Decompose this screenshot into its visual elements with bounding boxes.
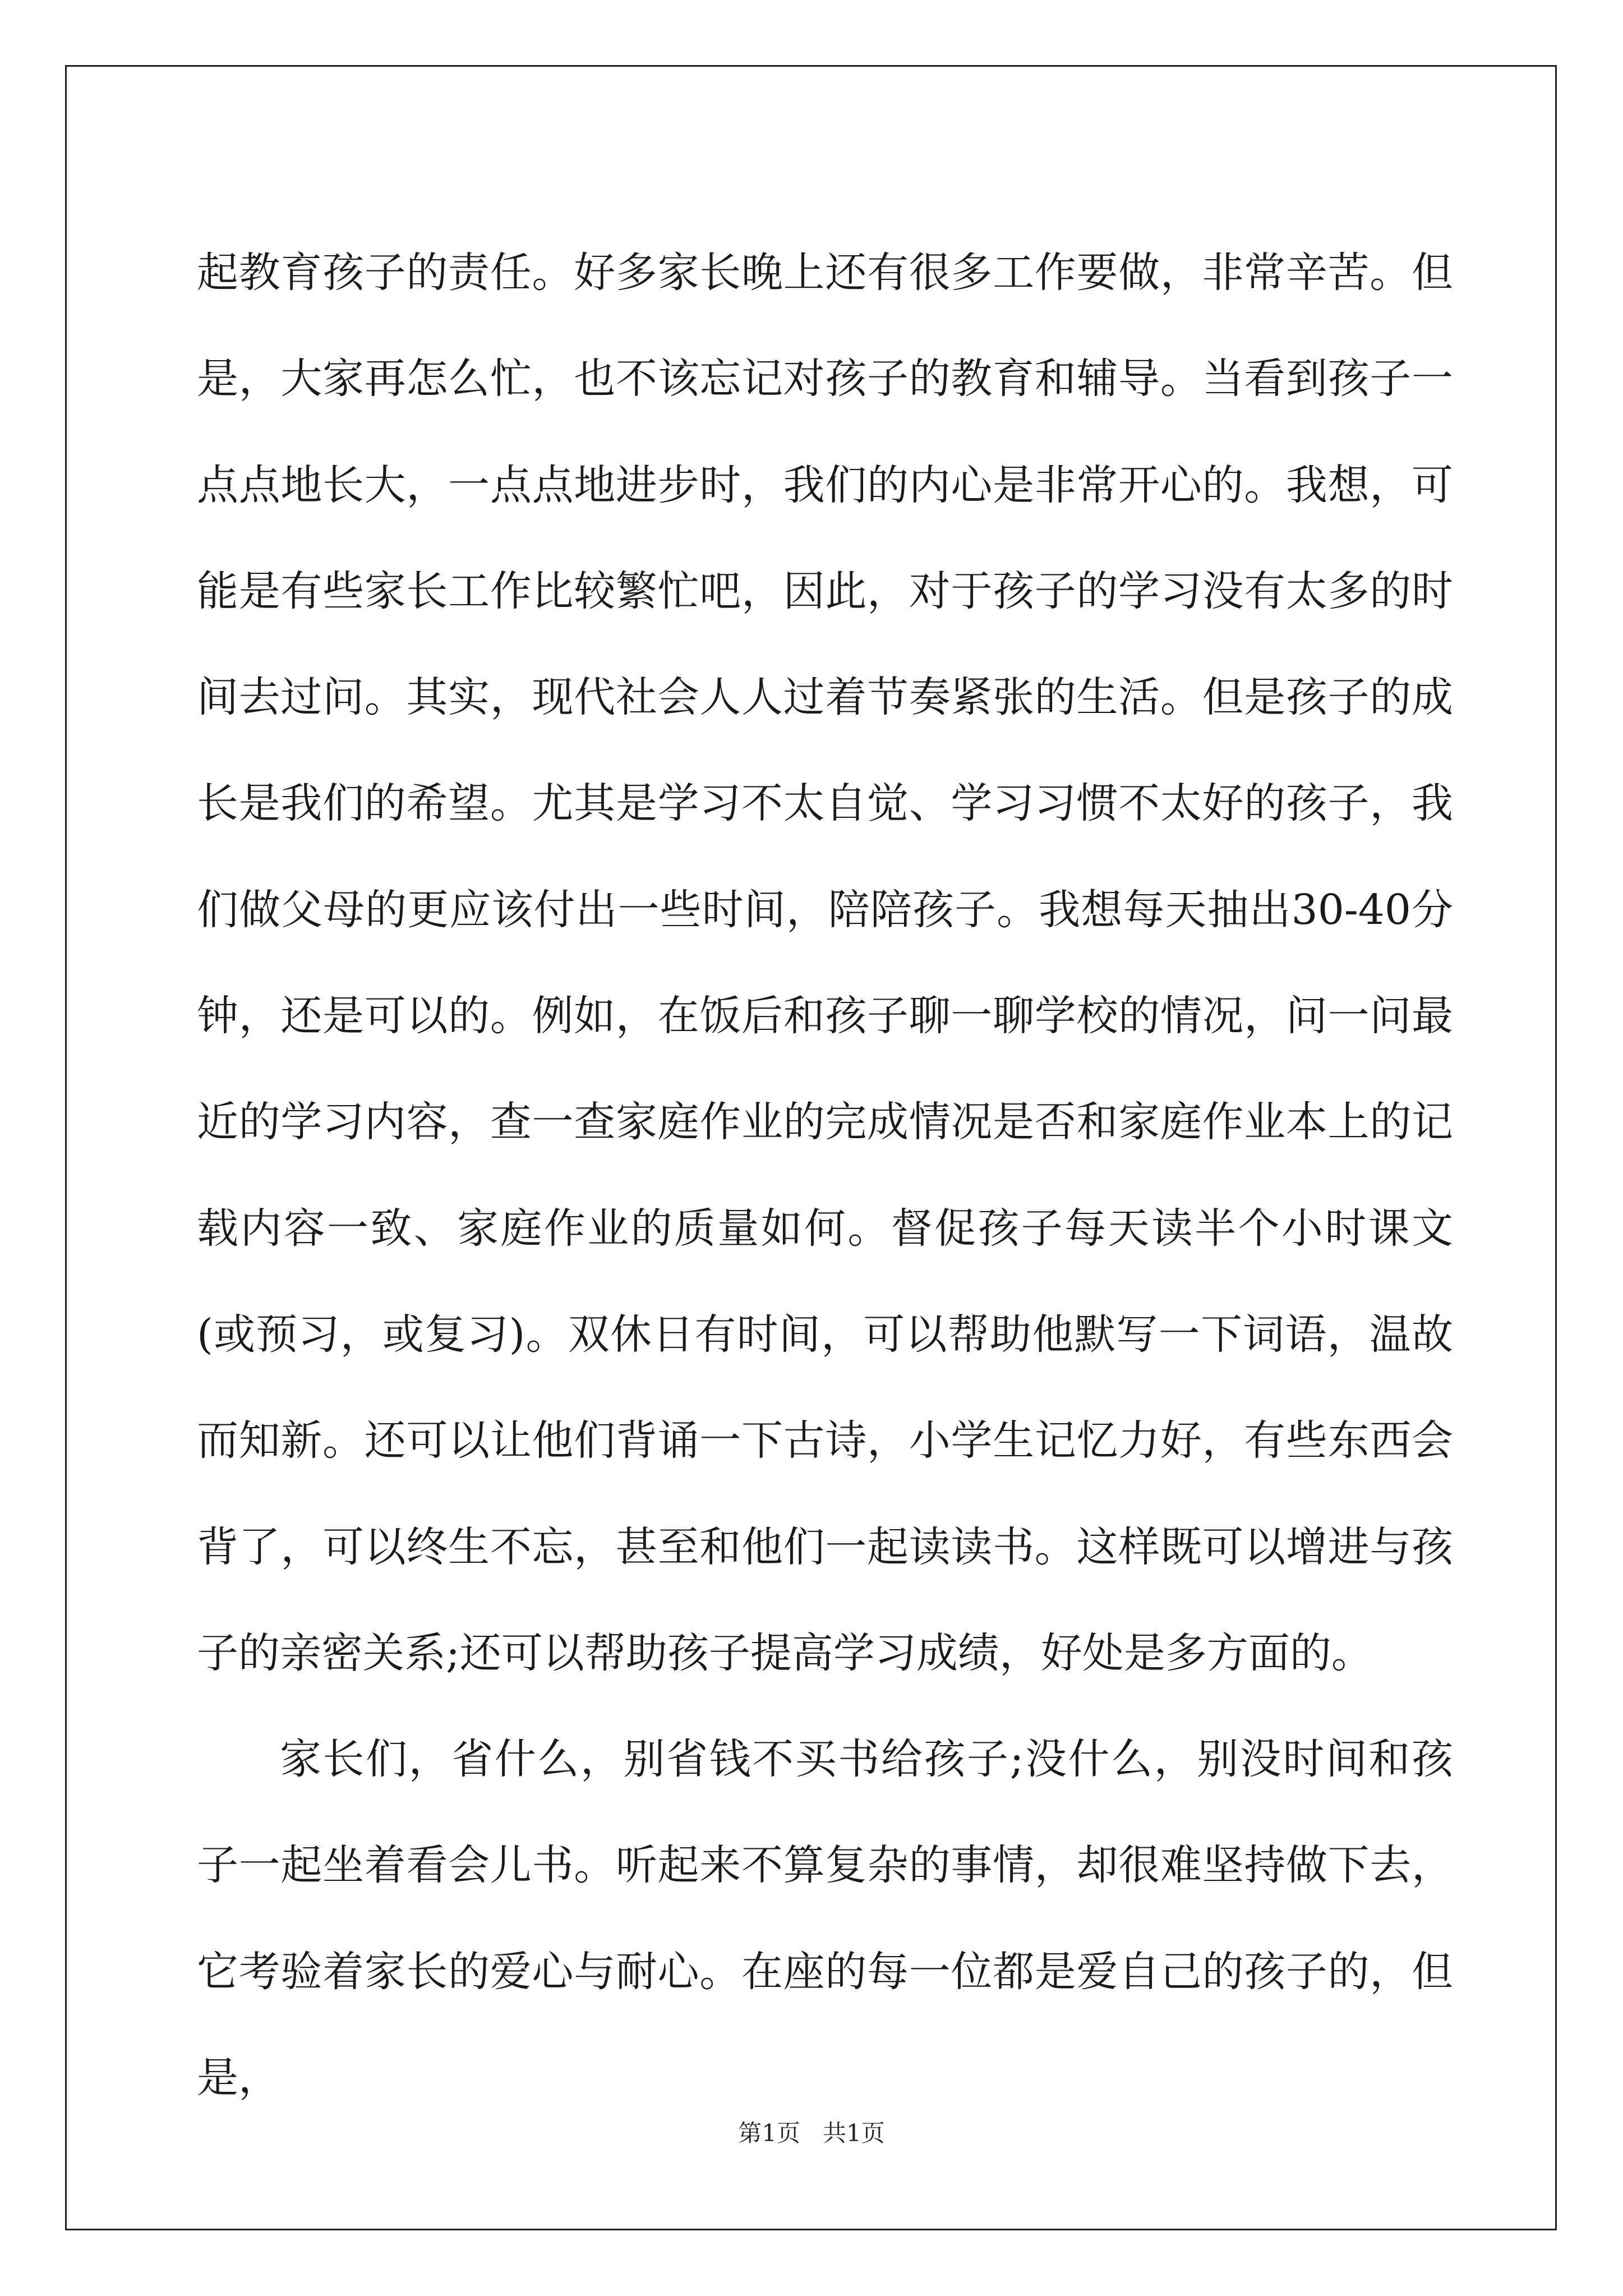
paragraph-2: 家长们，省什么，别省钱不买书给孩子;没什么，别没时间和孩子一起坐着看会儿书。听起来不算复杂的事情，却很难坚持做下去，它考验着家长的爱心与耐心。在座的每一位都是爱自己的孩子的，但是， [197,1735,1453,2102]
document-body [197,220,1453,2131]
paragraph-1: 起教育孩子的责任。好多家长晚上还有很多工作要做，非常辛苦。但是，大家再怎么忙，也不该忘记对孩子的教育和辅导。当看到孩子一点点地长大，一点点地进步时，我们的内心是非常开心的。我想，可能是有些家长工作比较繁忙吧，因此，对于孩子的学习没有太多的时间去过问。其实，现代社会人人过着节奏紧张的生活。但是孩子的成长是我们的希望。尤其是学习不太自觉、学习习惯不太好的孩子，我们做父母的更应该付出一些时间，陪陪孩子。我想每天抽出30-40分钟，还是可以的。例如，在饭后和孩子聊一聊学校的情况，问一问最近的学习内容，查一查家庭作业的完成情况是否和家庭作业本上的记载内容一致、家庭作业的质量如何。督促孩子每天读半个小时课文(或预习，或复习)。双休日有时间，可以帮助他默写一下词语，温故而知新。还可以让他们背诵一下古诗，小学生记忆力好，有些东西会背了，可以终生不忘，甚至和他们一起读读书。这样既可以增进与孩子的亲密关系;还可以帮助孩子提高学习成绩，好处是多方面的。 [197,249,1453,1677]
page-footer: 第1页 共1页 [738,2119,885,2147]
